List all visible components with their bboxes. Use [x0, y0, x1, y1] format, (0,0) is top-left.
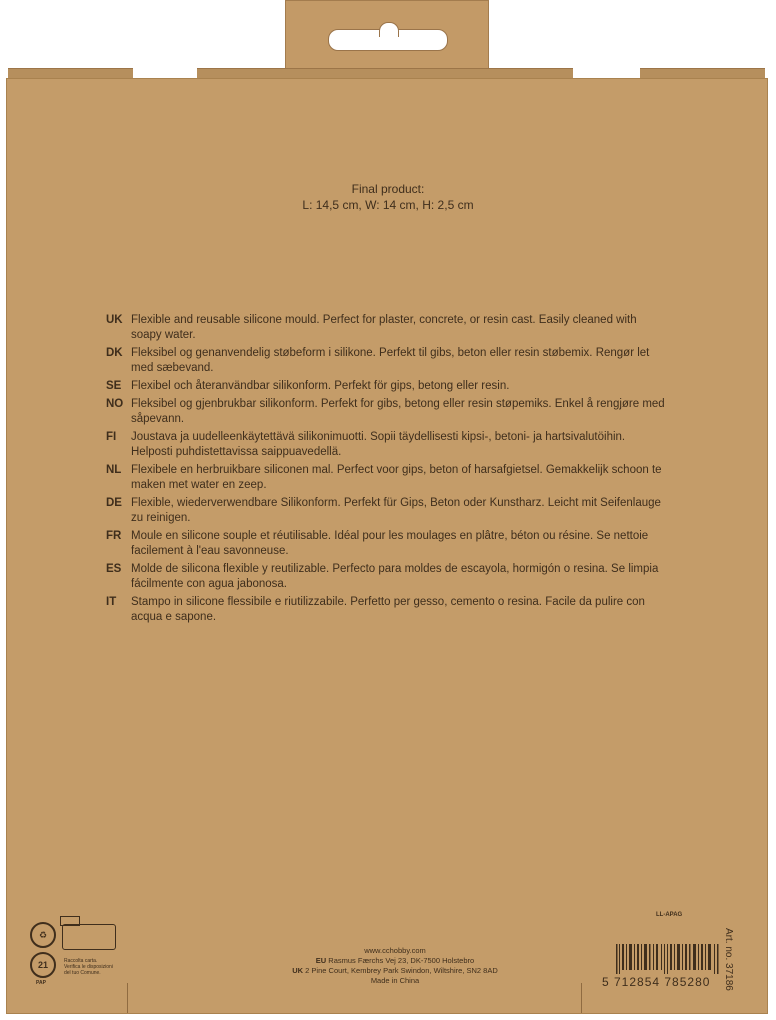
- barcode-digits: 5 712854 785280: [602, 975, 711, 989]
- barcode: [602, 944, 720, 989]
- hang-tab: [285, 0, 489, 70]
- lang-row-it: IT Stampo in silicone flessibile e riutilizzabile. Perfetto per gesso, cemento o resina. Facile da pulire con acqua e sapone.: [106, 596, 645, 623]
- eu-address-line: EU Rasmus Færchs Vej 23, DK-7500 Holstebro: [315, 956, 475, 965]
- made-in: Made in China: [370, 976, 420, 985]
- recycle-note: Raccolta carta. Verifica le disposizioni del tuo Comune.: [64, 958, 113, 976]
- article-number: Art. no. 37186: [723, 928, 734, 991]
- language-descriptions: [106, 313, 666, 628]
- lang-row-de: DE Flexible, wiederverwendbare Silikonform. Perfekt für Gips, Beton oder Kunstharz. Leicht mit Seifenlauge zu reinigen.: [106, 497, 661, 524]
- lang-row-uk: UK Flexible and reusable silicone mould. Perfect for plaster, concrete, or resin cast. Easily cleaned with soapy water.: [106, 314, 637, 341]
- lang-row-fr: FR Moule en silicone souple et réutilisable. Idéal pour les moulages en plâtre, béton ou résine. Se nettoie facilement à l'eau savonneuse.: [106, 530, 649, 557]
- uk-address-line: UK 2 Pine Court, Kembrey Park Swindon, Wiltshire, SN2 8AD: [292, 966, 498, 975]
- lang-row-nl: NL Flexibele en herbruikbare siliconen mal. Perfect voor gips, beton of harsafgietsel. Gemakkelijk schoon te maken met water en zeep.: [106, 464, 662, 491]
- website: www.cchobby.com: [364, 946, 426, 955]
- tidy-man-icon: ♻: [30, 922, 56, 948]
- company-footer: [220, 946, 570, 986]
- fold-notch: [581, 983, 582, 1013]
- barcode-label: LL-APAG: [656, 912, 683, 918]
- hang-hole: [328, 29, 448, 51]
- recycle-material: PAP: [36, 980, 46, 986]
- lang-row-no: NO Fleksibel og gjenbrukbar silikonform. Perfekt for gibs, betong eller resin støpemiks. Enkel å rengjøre med såpevann.: [106, 398, 665, 425]
- recycle-code-icon: 21: [30, 952, 56, 978]
- lang-row-es: ES Molde de silicona flexible y reutilizable. Perfecto para moldes de escayola, hormigón o resina. Se limpia fácilmente con agua jabonosa.: [106, 563, 659, 590]
- final-product-label: Final product:: [351, 182, 425, 196]
- final-product-dimensions: L: 14,5 cm, W: 14 cm, H: 2,5 cm: [302, 198, 474, 212]
- lang-row-dk: DK Fleksibel og genanvendelig støbeform i silikone. Perfekt til gibs, beton eller resin støbemix. Rengør let med sæbevand.: [106, 347, 650, 374]
- carton-box-icon: [62, 924, 116, 950]
- barcode-bars: [616, 944, 720, 974]
- fold-notch: [127, 983, 128, 1013]
- lang-row-fi: FI Joustava ja uudelleenkäytettävä silikonimuotti. Sopii täydellisesti kipsi-, betoni- ja hartsivalutöihin. Helposti puhdistettavissa saippuavedellä.: [106, 431, 626, 458]
- lang-row-se: SE Flexibel och återanvändbar silikonform. Perfekt för gips, betong eller resin.: [106, 380, 510, 392]
